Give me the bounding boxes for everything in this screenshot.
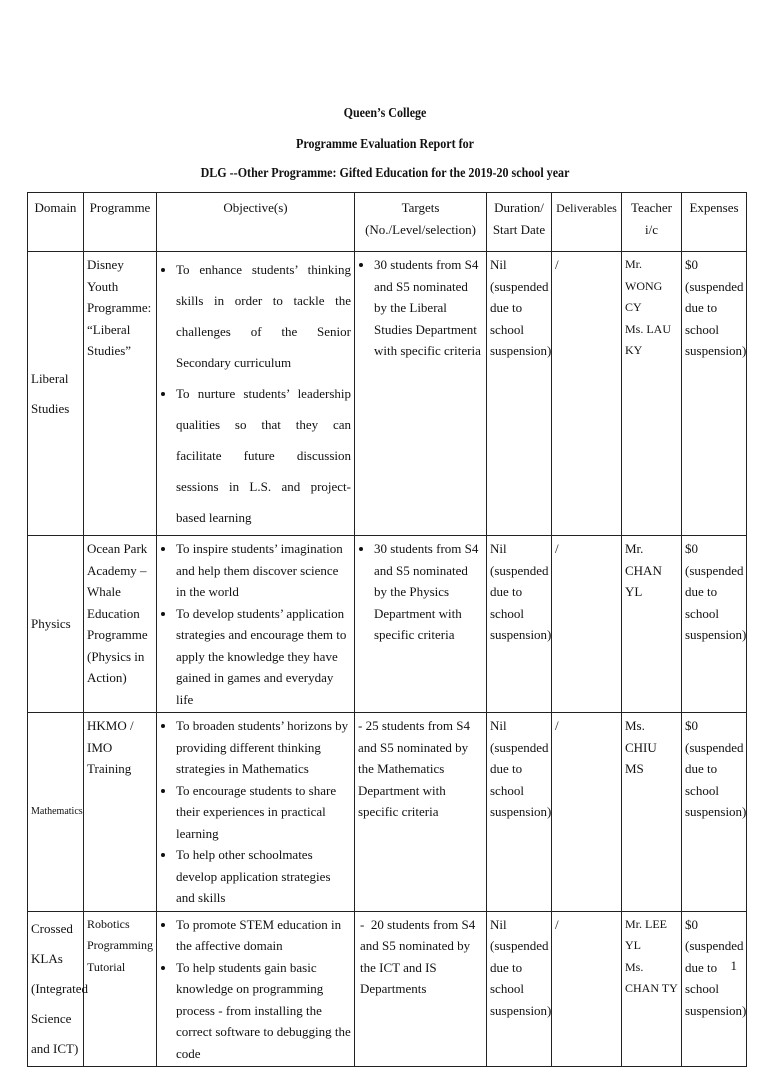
table-row <box>28 911 747 1067</box>
teacher-name: Ms. CHAN TY <box>625 959 678 995</box>
header-targets-line1: Targets <box>401 200 440 215</box>
domain-cell: Physics <box>28 536 84 713</box>
expenses-cell: $0 (suspended due to school suspension) <box>682 536 747 713</box>
header-row <box>28 193 747 252</box>
table-row <box>28 536 747 713</box>
domain-cell: Mathematics <box>28 713 84 912</box>
programme-cell: Disney Youth Programme: “Liberal Studies” <box>84 252 157 536</box>
header-targets <box>355 193 487 252</box>
page-number: 1 <box>730 958 737 973</box>
programme-cell: HKMO / IMO Training <box>84 713 157 912</box>
duration-cell: Nil (suspended due to school suspension) <box>487 252 552 536</box>
header-targets-line2: (No./Level/selection) <box>365 222 476 237</box>
objective-item: • To help students gain basic knowledge on programming process - from installing the correct software to debugging the code <box>176 957 351 1065</box>
objective-item: • To encourage students to share their experiences in practical learning <box>176 780 351 845</box>
teacher-cell <box>622 252 682 536</box>
header-duration <box>487 193 552 252</box>
objective-item: • To nurture students’ leadership qualities so that they can facilitate future discussion sessions in L.S. and project-based learning <box>176 378 351 533</box>
table-row <box>28 713 747 912</box>
header-duration-line1: Duration/ <box>494 200 544 215</box>
objective-item: • To develop students’ application strategies and encourage them to apply the knowledge they have gained in games and everyday life <box>176 603 351 711</box>
objectives-cell <box>157 713 355 912</box>
teacher-cell <box>622 713 682 912</box>
school-name: Queen’s College <box>343 106 427 121</box>
deliverables-cell: / <box>552 911 622 1067</box>
evaluation-table <box>27 192 747 1067</box>
expenses-cell: $0 (suspended due to school suspension) <box>682 713 747 912</box>
target-text: 20 students from S4 and S5 nominated by the ICT and IS Departments <box>360 916 476 996</box>
programme-cell: Robotics Programming Tutorial <box>84 911 157 1067</box>
domain-cell: Crossed KLAs (Integrated Science and ICT) <box>28 911 84 1067</box>
target-item: • 30 students from S4 and S5 nominated by the Physics Department with specific criteria <box>374 538 483 646</box>
target-cell <box>355 252 487 536</box>
teacher-name: Mr. LEE YL <box>625 916 667 952</box>
objective-item: • To broaden students’ horizons by providing different thinking strategies in Mathematics <box>176 715 351 780</box>
objectives-cell <box>157 911 355 1067</box>
header-duration-line2: Start Date <box>492 222 546 237</box>
table-row <box>28 252 747 536</box>
teacher-name: Mr. WONG CY <box>625 257 663 314</box>
teacher-cell <box>622 911 682 1067</box>
programme-cell: Ocean Park Academy – Whale Education Programme (Physics in Action) <box>84 536 157 713</box>
header-deliverables: Deliverables <box>552 193 622 252</box>
objective-item: • To inspire students’ imagination and help them discover science in the world <box>176 538 351 603</box>
expenses-cell: $0 (suspended due to school suspension) <box>682 252 747 536</box>
target-cell: - 25 students from S4 and S5 nominated by the Mathematics Department with specific criteria <box>355 713 487 912</box>
objective-item: • To promote STEM education in the affective domain <box>176 914 351 957</box>
teacher-cell <box>622 536 682 713</box>
target-item: - 20 students from S4 and S5 nominated by the ICT and IS Departments <box>360 916 476 996</box>
duration-cell: Nil (suspended due to school suspension) <box>487 536 552 713</box>
report-title: Programme Evaluation Report for <box>295 137 474 152</box>
duration-cell: Nil (suspended due to school suspension) <box>487 911 552 1067</box>
objectives-cell <box>157 252 355 536</box>
report-subtitle: DLG --Other Programme: Gifted Education for the 2019-20 school year <box>200 166 570 181</box>
header-expenses: Expenses <box>682 193 747 252</box>
header-programme: Programme <box>84 193 157 252</box>
header-domain: Domain <box>28 193 84 252</box>
expenses-cell: $0 (suspended due to school suspension) <box>682 911 747 1067</box>
target-cell <box>355 536 487 713</box>
duration-cell: Nil (suspended due to school suspension) <box>487 713 552 912</box>
objectives-cell <box>157 536 355 713</box>
teacher-name: Ms. LAU KY <box>625 321 672 357</box>
teacher-name: Mr. CHAN YL <box>625 541 662 599</box>
header-objectives: Objective(s) <box>157 193 355 252</box>
header-teacher: Teacher i/c <box>622 193 682 252</box>
target-item: • 30 students from S4 and S5 nominated by the Liberal Studies Department with specific criteria <box>374 254 483 362</box>
target-cell <box>355 911 487 1067</box>
deliverables-cell: / <box>552 252 622 536</box>
deliverables-cell: / <box>552 713 622 912</box>
objective-item: • To enhance students’ thinking skills in order to tackle the challenges of the Senior Secondary curriculum <box>176 254 351 378</box>
objective-item: • To help other schoolmates develop application strategies and skills <box>176 844 351 909</box>
teacher-name: Ms. CHIU MS <box>625 718 657 776</box>
domain-cell: Liberal Studies <box>28 252 84 536</box>
deliverables-cell: / <box>552 536 622 713</box>
